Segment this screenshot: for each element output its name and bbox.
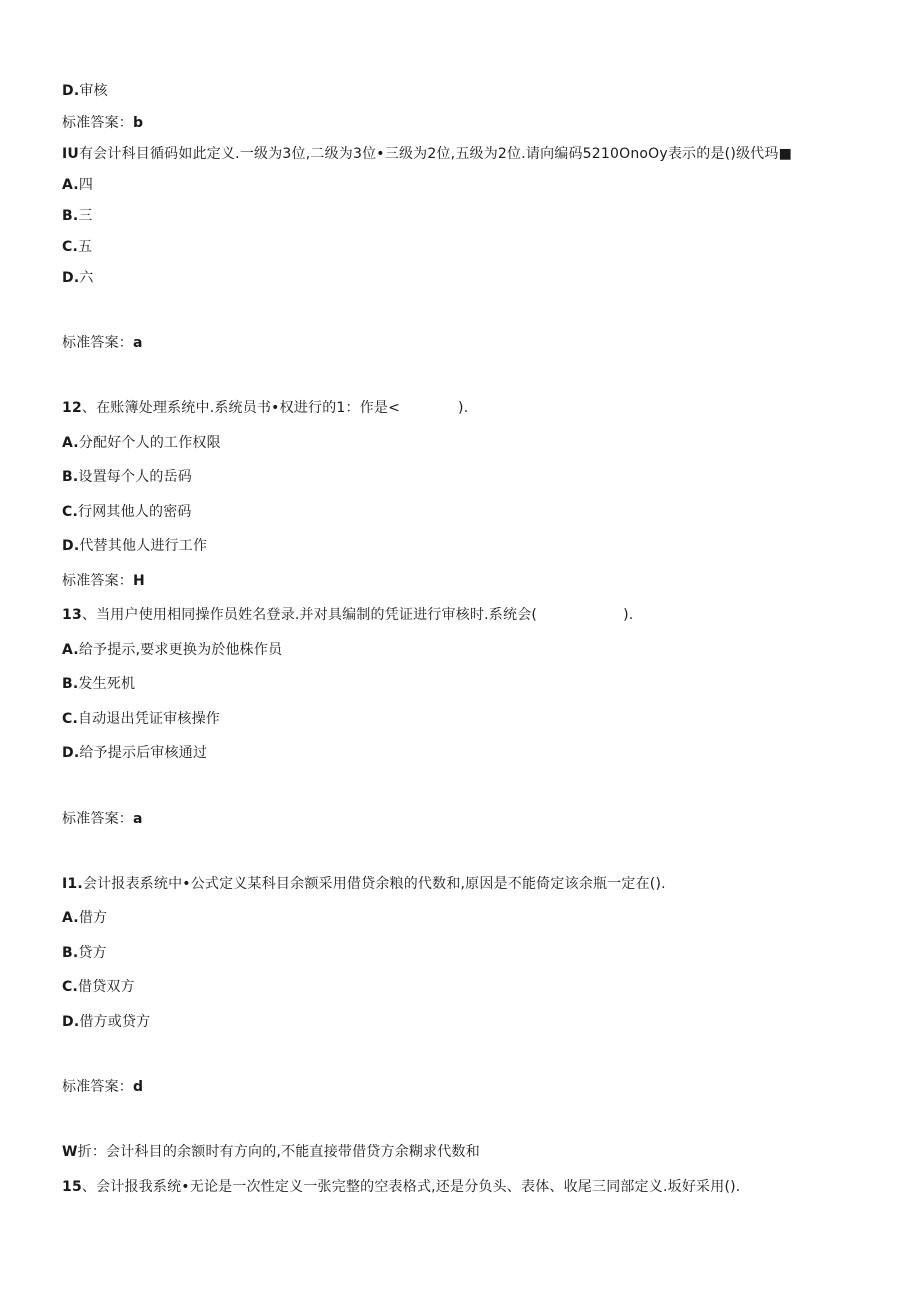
- option-b: B.贷方: [62, 945, 107, 961]
- option-d: D.六: [62, 270, 94, 286]
- option-c: C.五: [62, 239, 93, 255]
- option-a: A.分配好个人的工作权限: [62, 435, 221, 451]
- option-b: B.设置每个人的岳码: [62, 469, 192, 485]
- option-c: C.自动退出凭证审核操作: [62, 711, 220, 727]
- option-d: D.审核: [62, 83, 108, 99]
- standard-answer: 标准答案：b: [62, 115, 144, 131]
- question-12: 12、在账簿处理系统中.系统员书•权进行的1：作是< ).: [62, 400, 469, 416]
- option-b: B.发生死机: [62, 676, 136, 692]
- option-a: A.借方: [62, 910, 108, 926]
- option-c: C.借贷双方: [62, 979, 135, 995]
- question-14: I1.会计报表系统中•公式定义某科目余额采用借贷余粮的代数和,原因是不能倚定该余瓶一定在().: [62, 876, 666, 892]
- option-d: D.借方或贷方: [62, 1014, 151, 1030]
- option-d: D.给予提示后审核通过: [62, 745, 208, 761]
- option-d: D.代替其他人进行工作: [62, 538, 208, 554]
- standard-answer: 标准答案：d: [62, 1079, 144, 1095]
- question-15: 15、会计报我系统•无论是一次性定义一张完整的空表格式,还是分负头、表体、收尾三同部定义.坂好采用().: [62, 1179, 741, 1195]
- analysis-note: W折：会计科目的余额时有方向的,不能直接带借贷方余糊求代数和: [62, 1144, 480, 1160]
- question-13: 13、当用户使用相同操作员姓名登录.并对具编制的凭证进行审核时.系统会( ).: [62, 607, 634, 623]
- option-a: A.四: [62, 177, 94, 193]
- question-11: IU有会计科目循码如此定义.一级为3位,二级为3位•三级为2位,五级为2位.请向编码5210OnoOy表示的是()级代玛■: [62, 146, 793, 162]
- standard-answer: 标准答案：a: [62, 811, 143, 827]
- standard-answer: 标准答案：a: [62, 335, 143, 351]
- standard-answer: 标准答案：H: [62, 573, 145, 589]
- option-b: B.三: [62, 208, 93, 224]
- option-a: A.给予提示,要求更换为於他株作员: [62, 642, 283, 658]
- option-c: C.行网其他人的密码: [62, 504, 192, 520]
